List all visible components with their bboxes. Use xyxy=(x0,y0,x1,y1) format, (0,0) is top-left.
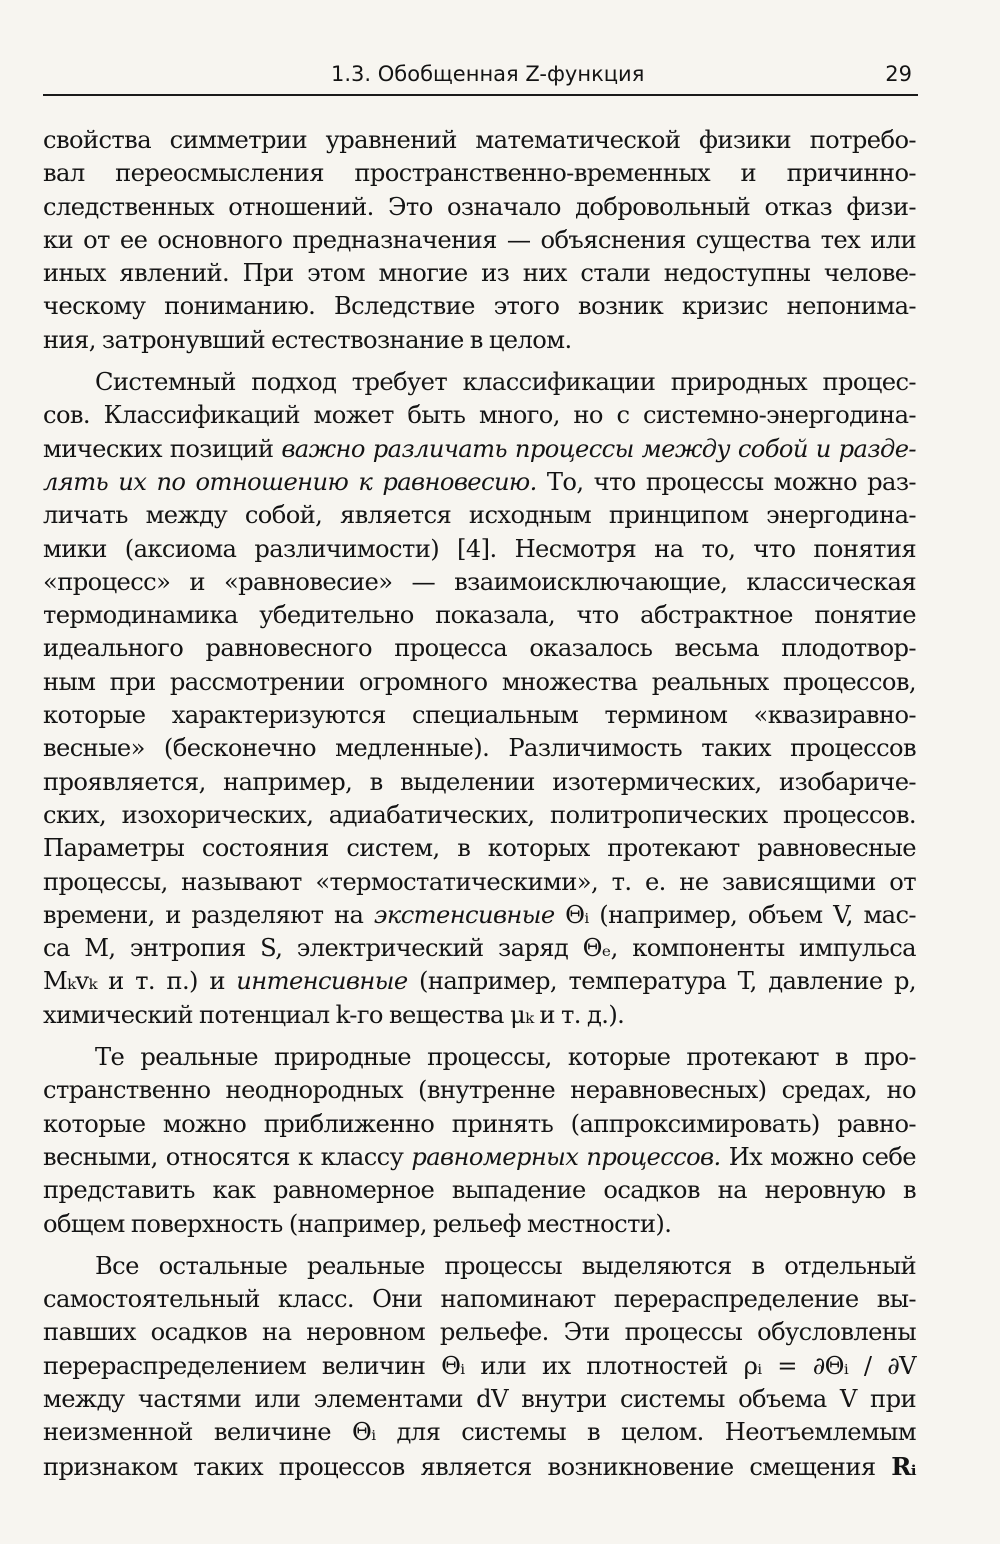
text-line: странственно неоднородных (внутренне неравновесных) средах, но xyxy=(43,1076,916,1105)
text-line: ских, изохорических, адиабатических, политропических процессов. xyxy=(43,800,916,829)
text-run: То, что процессы можно раз- xyxy=(536,467,916,496)
text-line: ческому пониманию. Вследствие этого возник кризис непонима- xyxy=(43,292,916,321)
text-line: процессы, называют «термостатическими», т. е. не зависящими от xyxy=(43,867,916,896)
italic-emphasis: интенсивные xyxy=(236,967,408,996)
text-run: Их можно себе xyxy=(720,1142,917,1171)
text-line: неизменной величине Θᵢ для системы в целом. Неотъемлемым xyxy=(43,1418,916,1447)
text-line: са M, энтропия S, электрический заряд Θₑ, компоненты импульса xyxy=(43,934,916,963)
text-line xyxy=(43,466,916,499)
text-line: Те реальные природные процессы, которые протекают в про- xyxy=(95,1043,916,1072)
paragraph-2 xyxy=(43,366,916,1032)
running-header xyxy=(43,58,918,96)
text-line xyxy=(43,965,916,998)
text-line xyxy=(43,1450,916,1484)
body-text xyxy=(43,124,916,1484)
text-line: личать между собой, является исходным принципом энергодина- xyxy=(43,501,916,530)
text-line xyxy=(43,899,916,932)
text-line xyxy=(43,1141,916,1174)
text-run: мических позиций xyxy=(43,434,282,463)
text-line: павших осадков на неровном рельефе. Эти процессы обусловлены xyxy=(43,1318,916,1347)
page-number: 29 xyxy=(885,62,912,86)
italic-emphasis: важно различать процессы между собой и разде- xyxy=(281,434,916,463)
text-line: Все остальные реальные процессы выделяются в отдельный xyxy=(95,1251,916,1280)
text-line: самостоятельный класс. Они напоминают перераспределение вы- xyxy=(43,1285,916,1314)
text-line: следственных отношений. Это означало добровольный отказ физи- xyxy=(43,192,916,221)
bold-symbol: Rᵢ xyxy=(891,1451,916,1481)
text-line: вал переосмысления пространственно-временных и причинно- xyxy=(43,159,916,188)
section-title: 1.3. Обобщенная Z-функция xyxy=(331,62,645,86)
text-line: термодинамика убедительно показала, что абстрактное понятие xyxy=(43,601,916,630)
text-line: «процесс» и «равновесие» — взаимоисключающие, классическая xyxy=(43,567,916,596)
text-line: химический потенциал k-го вещества μₖ и т. д.). xyxy=(43,1000,625,1029)
text-line: Системный подход требует классификации природных процес- xyxy=(95,368,916,397)
text-line: общем поверхность (например, рельеф местности). xyxy=(43,1209,672,1238)
text-run: Θᵢ (например, объем V, мас- xyxy=(554,900,916,929)
italic-emphasis: равномерных процессов. xyxy=(411,1142,721,1171)
text-line xyxy=(43,433,916,466)
text-run: (например, температура T, давление p, xyxy=(407,967,916,996)
text-line: идеального равновесного процесса оказалось весьма плодотвор- xyxy=(43,634,916,663)
text-line: мики (аксиома различимости) [4]. Несмотря на то, что понятия xyxy=(43,534,916,563)
text-line: Параметры состояния систем, в которых протекают равновесные xyxy=(43,834,916,863)
text-run: весными, относятся к классу xyxy=(43,1142,412,1171)
text-line: ным при рассмотрении огромного множества реальных процессов, xyxy=(43,667,916,696)
text-run: признаком таких процессов является возникновение смещения xyxy=(43,1452,892,1481)
text-line: сов. Классификаций может быть много, но с системно-энергодина- xyxy=(43,401,916,430)
text-line: представить как равномерное выпадение осадков на неровную в xyxy=(43,1176,916,1205)
italic-emphasis: лять их по отношению к равновесию. xyxy=(43,467,537,496)
paragraph-1 xyxy=(43,124,916,357)
text-run: времени, и разделяют на xyxy=(43,900,374,929)
italic-emphasis: экстенсивные xyxy=(373,900,555,929)
text-line: которые можно приближенно принять (аппроксимировать) равно- xyxy=(43,1109,916,1138)
text-line: свойства симметрии уравнений математической физики потребо- xyxy=(43,126,916,154)
text-line: иных явлений. При этом многие из них стали недоступны челове- xyxy=(43,259,916,288)
text-line: перераспределением величин Θᵢ или их плотностей ρᵢ = ∂Θᵢ / ∂V xyxy=(43,1351,916,1380)
text-run: Mₖvₖ и т. п.) и xyxy=(43,967,237,996)
text-line: проявляется, например, в выделении изотермических, изобариче- xyxy=(43,767,916,796)
text-line: между частями или элементами dV внутри системы объема V при xyxy=(43,1384,916,1413)
text-line: весные» (бесконечно медленные). Различимость таких процессов xyxy=(43,734,916,763)
text-line: ки от ее основного предназначения — объяснения существа тех или xyxy=(43,225,916,254)
paragraph-4 xyxy=(43,1250,916,1484)
paragraph-3 xyxy=(43,1041,916,1241)
text-line: которые характеризуются специальным термином «квазиравно- xyxy=(43,701,916,730)
text-line: ния, затронувший естествознание в целом. xyxy=(43,325,572,354)
